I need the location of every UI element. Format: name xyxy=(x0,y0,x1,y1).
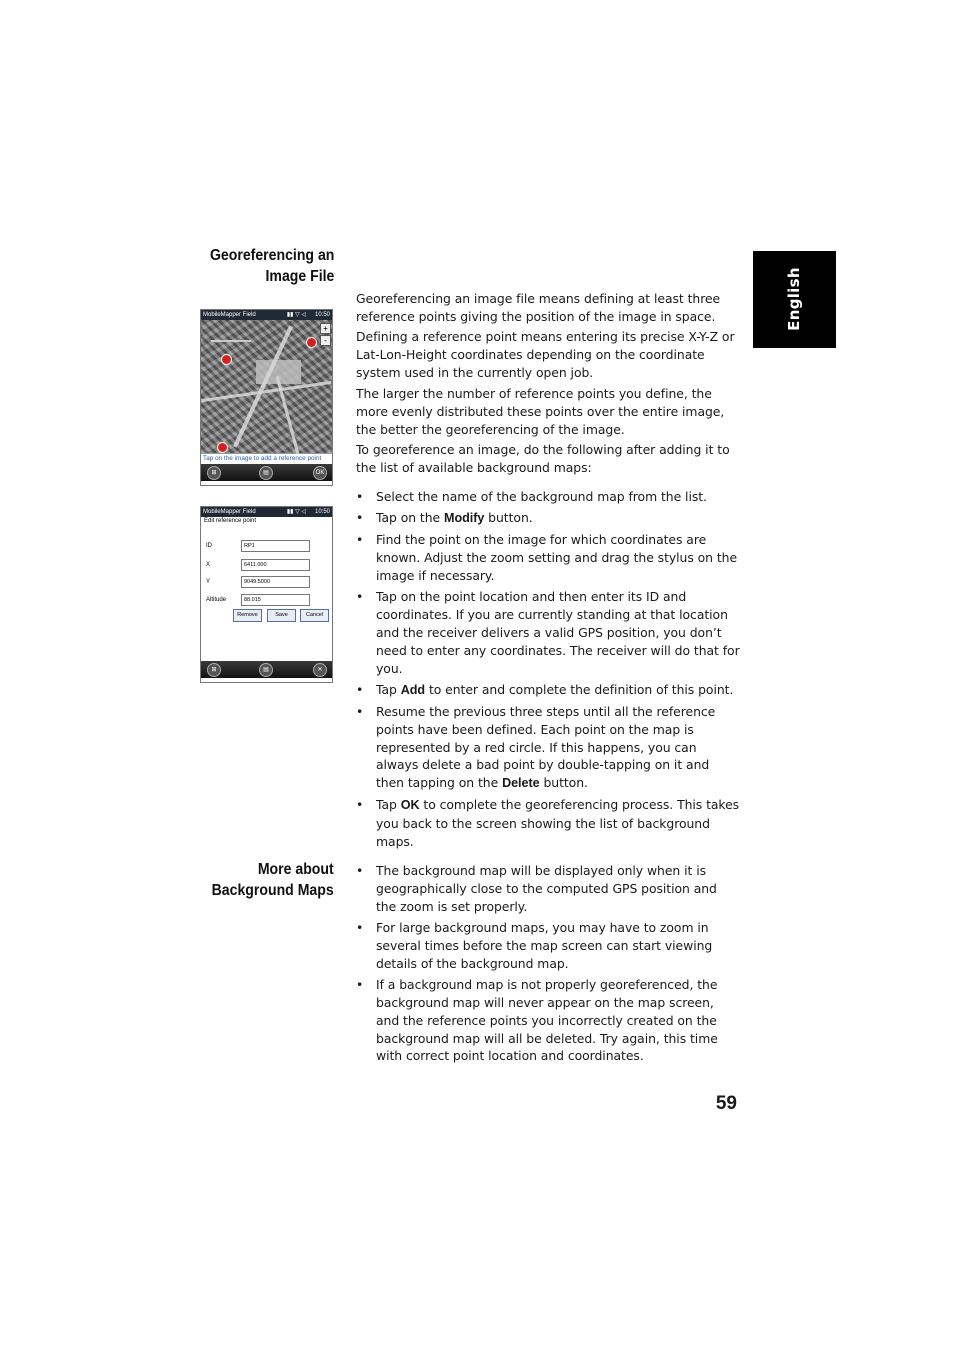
keyboard-icon[interactable]: ▤ xyxy=(259,466,273,480)
heading-line: Background Maps xyxy=(211,882,334,899)
signal-icon: ▮▮ ▽ ◁ xyxy=(286,509,306,515)
device-bottom-bar xyxy=(201,464,332,481)
aerial-image[interactable] xyxy=(201,320,332,453)
id-field[interactable]: RP1 xyxy=(241,540,310,552)
heading-line: Image File xyxy=(265,268,334,285)
language-tab xyxy=(753,251,836,348)
section-heading-georeferencing xyxy=(210,245,334,287)
form-subtitle: Edit reference point xyxy=(204,518,257,524)
windows-start-icon[interactable]: ⊞ xyxy=(207,663,221,677)
zoom-out-button[interactable]: - xyxy=(320,335,331,346)
notes-list xyxy=(356,862,740,1065)
signal-icon: ▮▮ ▽ ◁ xyxy=(286,312,306,318)
page-number: 59 xyxy=(715,1093,737,1114)
edit-reference-point-form xyxy=(201,517,332,661)
close-icon[interactable]: ✕ xyxy=(313,663,327,677)
app-title: MobileMapper Field xyxy=(203,509,256,515)
keyword: Add xyxy=(400,682,426,697)
clock: 10:50 xyxy=(314,509,330,515)
list-item: • For large background maps, you may have to zoom in several times before the map screen can start viewing details of the background map. xyxy=(356,919,740,973)
list-item: • Select the name of the background map from the list. xyxy=(356,488,740,506)
field-label-x: X xyxy=(206,562,211,568)
screenshot-edit-reference-point xyxy=(200,506,333,683)
keyword: OK xyxy=(400,798,420,813)
list-item: • Tap Add to enter and complete the definition of this point. xyxy=(356,681,740,700)
device-title-bar xyxy=(201,507,332,517)
list-item: • Find the point on the image for which coordinates are known. Adjust the zoom setting and drag the stylus on the image if necessary. xyxy=(356,531,740,585)
save-button[interactable]: Save xyxy=(267,609,296,622)
x-field[interactable]: 6411.000 xyxy=(241,559,310,571)
list-item: • Tap on the point location and then enter its ID and coordinates. If you are currently standing at that location and the receiver delivers a valid GPS position, you don’t need to enter any coordinates. The receiver will do that for you. xyxy=(356,588,740,678)
screenshot-map-georeferencing xyxy=(200,309,333,486)
reference-point-marker[interactable] xyxy=(306,337,317,348)
reference-point-marker[interactable] xyxy=(221,354,232,365)
heading-line: Georeferencing an xyxy=(209,247,334,264)
list-item: • Tap on the Modify button. xyxy=(356,509,740,528)
keyword: Delete xyxy=(502,776,540,791)
field-label-altitude: Altitude xyxy=(206,597,227,603)
keyword: Modify xyxy=(444,510,485,525)
hint-text: Tap on the image to add a reference point xyxy=(201,453,332,464)
list-item: • If a background map is not properly georeferenced, the background map will never appear on the map screen, and the reference points you incorrectly created on the background map will all be deleted. Try again, this time with correct point location and coordinates. xyxy=(356,976,740,1066)
field-label-y: Y xyxy=(206,579,211,585)
cancel-button[interactable]: Cancel xyxy=(300,609,329,622)
field-label-id: ID xyxy=(206,543,212,549)
language-tab-label: English xyxy=(785,267,803,331)
paragraph: To georeference an image, do the following after adding it to the list of available background maps: xyxy=(356,442,730,475)
keyboard-icon[interactable]: ▤ xyxy=(259,663,273,677)
reference-point-marker[interactable] xyxy=(217,442,228,453)
clock: 10:50 xyxy=(314,312,330,318)
app-title: MobileMapper Field xyxy=(203,312,256,318)
list-item: • The background map will be displayed only when it is geographically close to the computed GPS position and the zoom is set properly. xyxy=(356,862,740,916)
paragraph: Defining a reference point means entering its precise X-Y-Z or Lat-Lon-Height coordinates depending on the coordinate system used in the currently open job. xyxy=(356,329,735,381)
windows-start-icon[interactable]: ⊞ xyxy=(207,466,221,480)
section-body-georeferencing xyxy=(356,290,740,854)
section-heading-background-maps xyxy=(212,859,334,901)
list-item: • Tap OK to complete the georeferencing process. This takes you back to the screen showing the list of background maps. xyxy=(356,796,740,851)
zoom-in-button[interactable]: + xyxy=(320,323,331,334)
device-title-bar xyxy=(201,310,332,320)
device-bottom-bar xyxy=(201,661,332,678)
ok-button[interactable]: OK xyxy=(313,466,327,480)
steps-list xyxy=(356,488,740,851)
paragraph: Georeferencing an image file means defining at least three reference points giving the position of the image in space. xyxy=(356,291,721,324)
remove-button[interactable]: Remove xyxy=(233,609,262,622)
section-body-background-maps xyxy=(356,862,740,1069)
y-field[interactable]: 9049.5000 xyxy=(241,576,310,588)
heading-line: More about xyxy=(258,861,334,878)
altitude-field[interactable]: 88.015 xyxy=(241,594,310,606)
list-item: • Resume the previous three steps until all the reference points have been defined. Each point on the map is represented by a red circle. If this happens, you can always delete a bad point by double-tapping on it and then tapping on the Delete button. xyxy=(356,703,740,794)
paragraph: The larger the number of reference points you define, the more evenly distributed these points over the entire image, the better the georeferencing of the image. xyxy=(356,385,725,437)
